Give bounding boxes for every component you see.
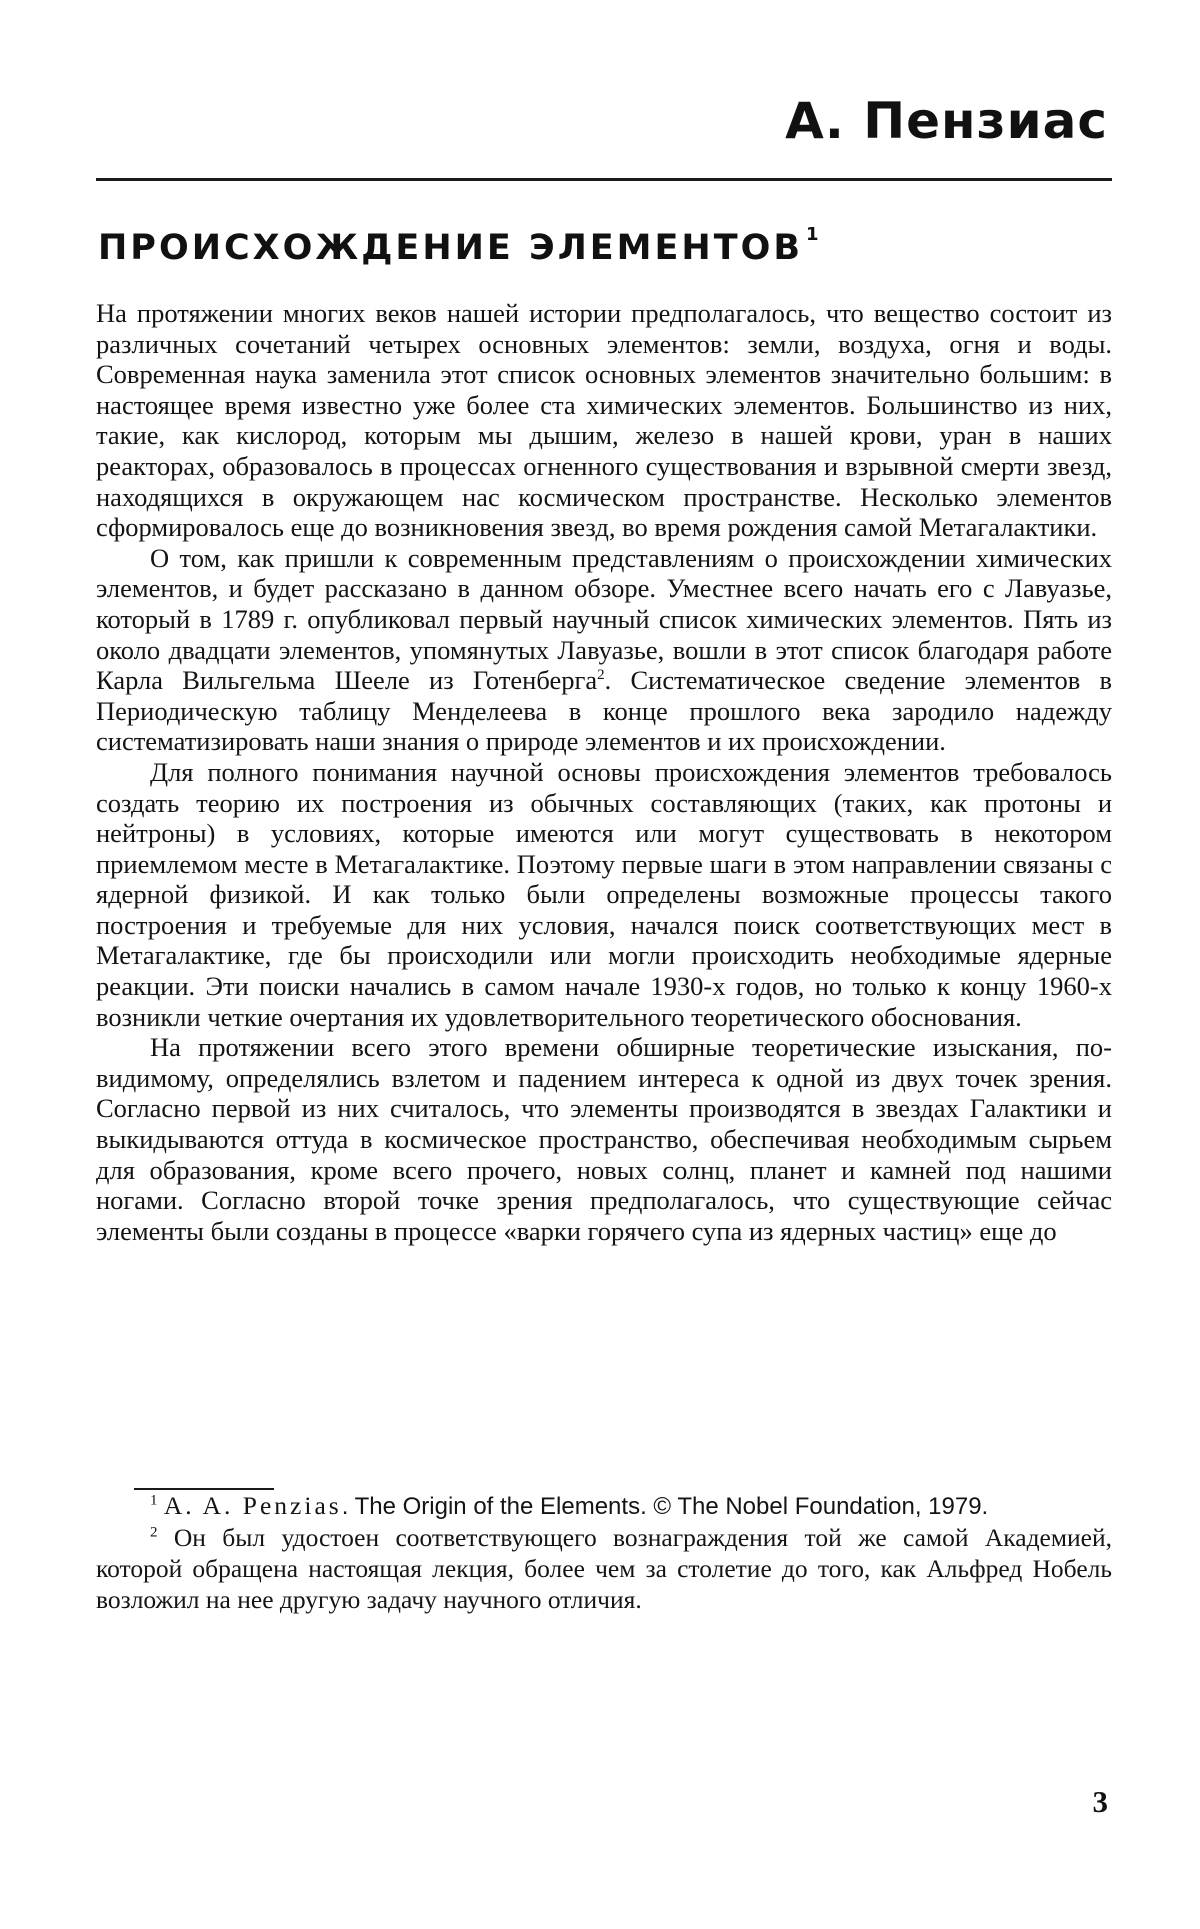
page-number: 3 bbox=[1092, 1784, 1108, 1819]
footnote-1-author: A. A. Penzias bbox=[163, 1491, 342, 1520]
paragraph-2-text-a: О том, как пришли к современным представлениям о происхождении химических элементов, и будет рассказано в данном обзоре. Уместнее всего начать его с Лавуазье, который в 1789 г. опубликовал первый научный список химических элементов. Пять из около двадцати элементов, упомянутых Лавуазье, вошли в этот список благодаря работе Карла Вильгельма Шееле из Готенберга bbox=[96, 542, 1112, 696]
title-footnote-mark: 1 bbox=[806, 224, 819, 245]
article-title-text: ПРОИСХОЖДЕНИЕ ЭЛЕМЕНТОВ bbox=[98, 228, 804, 268]
paragraph-3: Для полного понимания научной основы происхождения элементов требовалось создать теорию их построения из обычных составляющих (таких, как протоны и нейтроны) в условиях, которые имеются или могут существовать в некотором приемлемом месте в Метагалактике. Поэтому первые шаги в этом направлении связаны с ядерной физикой. И как только были определены возможные процессы такого построения и требуемые для них условия, начался поиск соответствующих мест в Метагалактике, где бы происходили или могли происходить необходимые ядерные реакции. Эти поиски начались в самом начале 1930-х годов, но только к концу 1960-х возникли четкие очертания их удовлетворительного теоретического обоснования. bbox=[96, 756, 1112, 1032]
footnote-2-mark: 2 bbox=[150, 1524, 158, 1541]
paragraph-4: На протяжении всего этого времени обширные теоретические изыскания, по-видимому, определялись взлетом и падением интереса к одной из двух точек зрения. Согласно первой из них считалось, что элементы производятся в звездах Галактики и выкидываются оттуда в космическое пространство, обеспечивая необходимым сырьем для образования, кроме всего прочего, новых солнц, планет и камней под нашими ногами. Согласно второй точке зрения предполагалось, что существующие сейчас элементы были созданы в процессе «варки горячего супа из ядерных частиц» еще до bbox=[96, 1032, 1112, 1246]
paragraph-2 bbox=[96, 543, 1112, 757]
article-body bbox=[96, 298, 1112, 1246]
article-title bbox=[98, 224, 819, 268]
footnote-1-mark: 1 bbox=[150, 1492, 158, 1509]
footnote-1-text: . The Origin of the Elements. © The Nobel Foundation, 1979. bbox=[341, 1493, 989, 1520]
footnote-1 bbox=[96, 1490, 1112, 1522]
footnote-2-text: Он был удостоен соответствующего вознаграждения той же самой Академией, которой обращена настоящая лекция, более чем за столетие до того, как Альфред Нобель возложил на нее другую задачу научного отличия. bbox=[96, 1523, 1112, 1614]
footnote-ref-2[interactable]: 2 bbox=[597, 667, 605, 684]
header-rule bbox=[96, 178, 1112, 181]
footnote-2 bbox=[96, 1522, 1112, 1615]
paragraph-1: На протяжении многих веков нашей истории предполагалось, что вещество состоит из различных сочетаний четырех основных элементов: земли, воздуха, огня и воды. Современная наука заменила этот список основных элементов значительно большим: в настоящее время известно уже более ста химических элементов. Большинство из них, такие, как кислород, которым мы дышим, железо в нашей крови, уран в наших реакторах, образовалось в процессах огненного существования и взрывной смерти звезд, находящихся в окружающем нас космическом пространстве. Несколько элементов сформировалось еще до возникновения звезд, во время рождения самой Метагалактики. bbox=[96, 298, 1112, 543]
footnotes bbox=[96, 1490, 1112, 1615]
running-head-author: А. Пензиас bbox=[785, 92, 1108, 150]
paragraph-2-text-b: . Систематическое сведение элементов в Периодическую таблицу Менделеева в конце прошлого века зародило надежду систематизировать наши знания о природе элементов и их происхождении. bbox=[96, 665, 1112, 757]
